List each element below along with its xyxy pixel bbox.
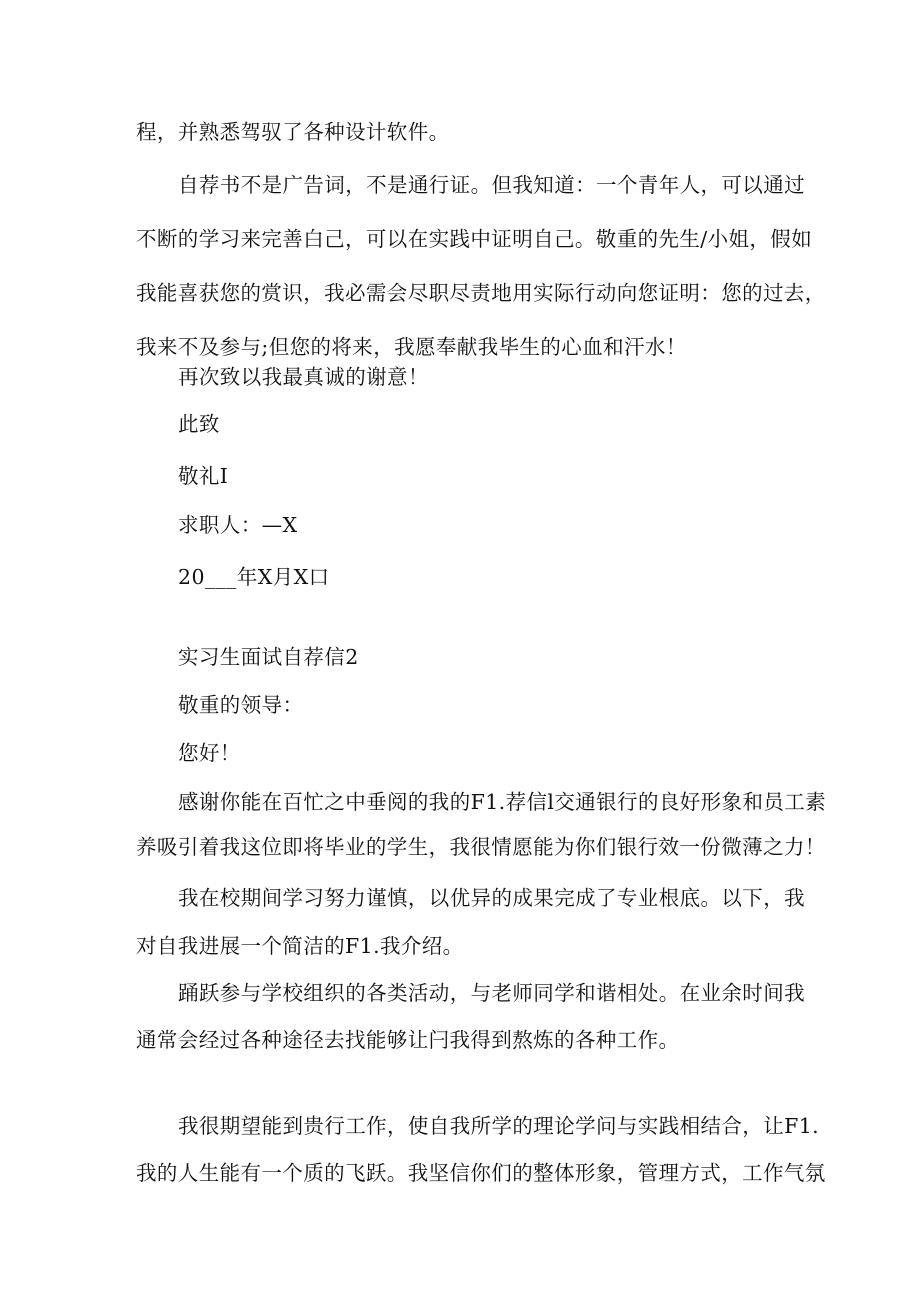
paragraph-line: 养吸引着我这位即将毕业的学生，我很情愿能为你们银行效一份微薄之力！ xyxy=(136,835,826,859)
paragraph-line: 程，并熟悉驾驭了各种设计软件。 xyxy=(136,120,450,144)
signature-line: 求职人：—X xyxy=(178,513,298,537)
paragraph-line: 我来不及参与;但您的将来，我愿奉献我毕生的心血和汗水！ xyxy=(136,335,687,359)
paragraph-line: 通常会经过各种途径去找能够让闩我得到熬炼的各种工作。 xyxy=(136,1028,680,1052)
paragraph-line: 不断的学习来完善白己，可以在实践中证明自己。敬重的先生/小姐，假如 xyxy=(136,227,813,251)
paragraph-line: 我的人生能有一个质的飞跃。我坚信你们的整体形象，管理方式，工作气氛 xyxy=(136,1161,826,1185)
closing-line: 敬礼I xyxy=(178,464,229,488)
paragraph-line: 对自我进展一个简洁的F1.我介绍。 xyxy=(136,934,464,958)
closing-line: 此致 xyxy=(178,412,220,436)
date-line: 20___年X月X口 xyxy=(178,565,330,589)
greeting: 您好！ xyxy=(178,741,241,765)
paragraph-line: 我很期望能到贵行工作，使自我所学的理论学问与实践相结合，让F1. xyxy=(178,1114,820,1138)
salutation: 敬重的领导： xyxy=(178,693,304,717)
paragraph-line: 我在校期间学习努力谨慎，以优异的成果完成了专业根底。以下，我 xyxy=(178,886,805,910)
paragraph-line: 再次致以我最真诚的谢意！ xyxy=(178,365,429,389)
paragraph-line: 踊跃参与学校组织的各类活动，与老师同学和谐相处。在业余时间我 xyxy=(178,981,805,1005)
paragraph-line: 我能喜获您的赏识，我必需会尽职尽责地用实际行动向您证明：您的过去， xyxy=(136,281,826,305)
paragraph-line: 自荐书不是广告词，不是通行证。但我知道：一个青年人，可以通过 xyxy=(178,173,805,197)
section-title: 实习生面试自荐信2 xyxy=(178,645,359,669)
paragraph-line: 感谢你能在百忙之中垂阅的我的F1.荐信l交通银行的良好形象和员工素 xyxy=(178,790,827,814)
